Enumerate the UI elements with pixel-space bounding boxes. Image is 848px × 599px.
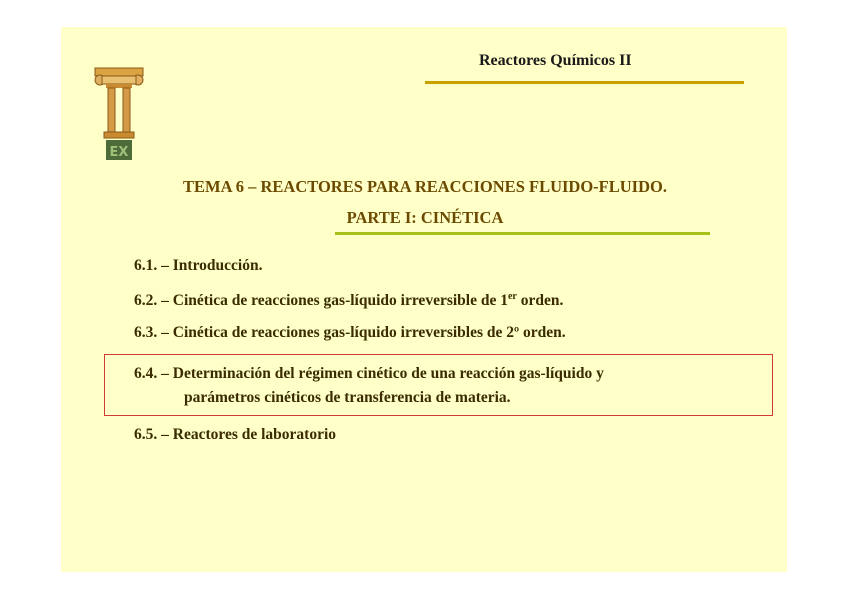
list-item: 6.5. – Reactores de laboratorio xyxy=(134,426,337,443)
title-underline xyxy=(335,232,710,235)
svg-text:EX: EX xyxy=(109,145,129,160)
list-item-highlighted: 6.4. – Determinación del régimen cinético de una reacción gas-líquido y xyxy=(134,365,604,382)
list-item: 6.1. – Introducción. xyxy=(134,257,263,274)
course-title: Reactores Químicos II xyxy=(479,52,632,69)
list-item-text: 6.2. – Cinética de reacciones gas-líquido irreversible de 1 xyxy=(134,292,508,310)
column-logo-icon xyxy=(92,66,148,162)
list-item xyxy=(134,291,563,310)
superscript: er xyxy=(507,291,517,302)
list-item-text-end: orden. xyxy=(516,292,564,310)
list-item-highlighted-continuation: parámetros cinéticos de transferencia de materia. xyxy=(184,389,511,406)
slide-title-line1: TEMA 6 – REACTORES PARA REACCIONES FLUIDO-FLUIDO. xyxy=(183,177,667,196)
list-item: 6.3. – Cinética de reacciones gas-líquido irreversibles de 2º orden. xyxy=(134,324,566,341)
header-underline xyxy=(425,81,744,84)
slide-title-line2: PARTE I: CINÉTICA xyxy=(346,208,504,227)
